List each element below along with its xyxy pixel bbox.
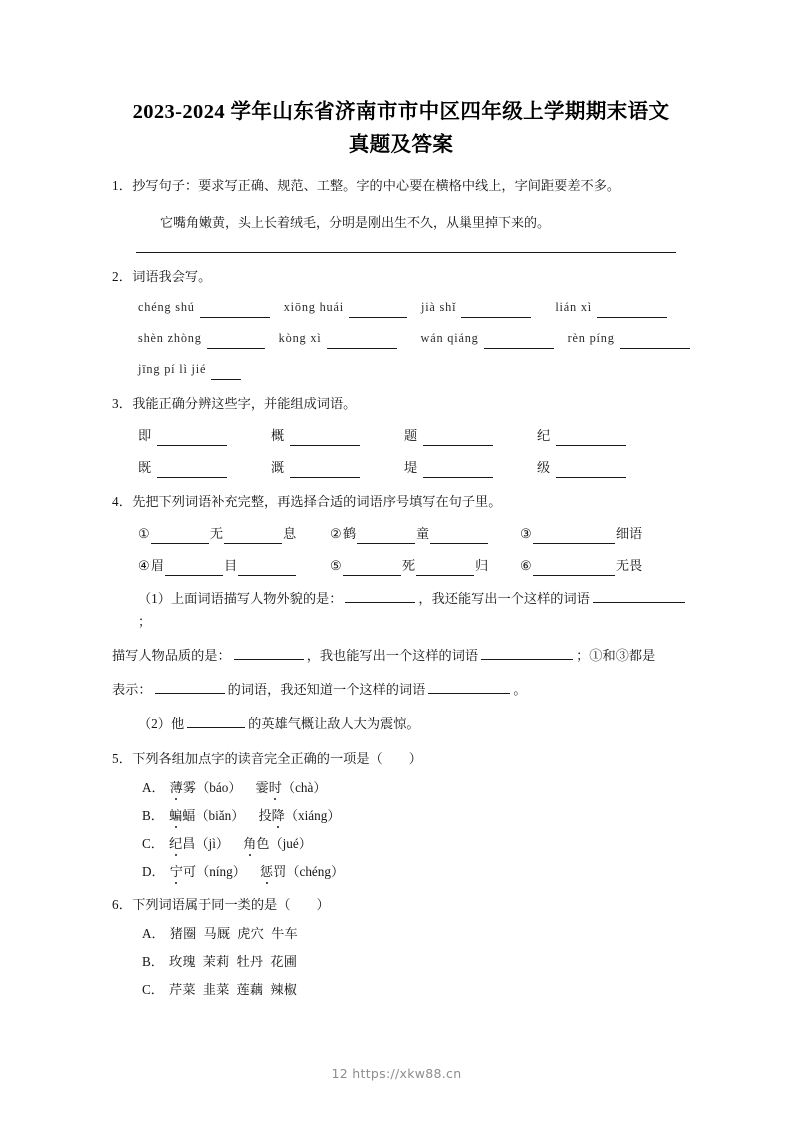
idiom-tail: 无畏 — [615, 558, 643, 573]
pinyin-item — [138, 360, 241, 380]
option-pinyin-2: （chéng） — [286, 864, 345, 879]
answer-blank[interactable] — [187, 714, 245, 728]
option-words — [169, 982, 304, 997]
dotted-char: 薄 — [169, 780, 183, 795]
pinyin-text: kòng xì — [278, 331, 322, 345]
answer-blank[interactable] — [533, 562, 615, 576]
question-6-option-b[interactable] — [112, 952, 690, 971]
idiom-index: ② — [330, 526, 342, 541]
answer-blank[interactable] — [211, 366, 241, 380]
question-5-number: 5． — [112, 751, 133, 766]
question-6-option-a[interactable] — [112, 924, 690, 943]
char-label: 既 — [138, 460, 152, 475]
question-4-sub-2 — [112, 712, 690, 735]
question-4-stem — [112, 492, 690, 512]
question-5-option-a[interactable] — [112, 778, 690, 797]
question-1-sentence: 它嘴角嫩黄，头上长着绒毛，分明是刚出生不久，从巢里掉下来的。 — [160, 215, 551, 230]
question-2 — [112, 267, 690, 380]
question-1-number: 1． — [112, 178, 133, 193]
option-label: C． — [142, 982, 164, 997]
question-4-number: 4． — [112, 494, 133, 509]
char-label: 级 — [537, 460, 551, 475]
option-pinyin: （jì） — [195, 836, 230, 851]
question-2-number: 2． — [112, 269, 133, 284]
idiom-mid: 目 — [224, 558, 238, 573]
question-5-text: 下列各组加点字的读音完全正确的一项是（ — [132, 751, 383, 766]
char-label: 溉 — [271, 460, 285, 475]
word: 莲藕 — [236, 982, 264, 997]
sub1-text-a: （1）上面词语描写人物外貌的是： — [138, 591, 343, 606]
answer-blank[interactable] — [416, 562, 474, 576]
char-row-2 — [112, 458, 690, 478]
answer-blank[interactable] — [200, 304, 270, 318]
sub1-text-g: 表示： — [112, 682, 152, 697]
answer-blank[interactable] — [151, 530, 209, 544]
sub2-text-b: 的英雄气概让敌人大为震惊。 — [248, 716, 420, 731]
answer-blank[interactable] — [430, 530, 488, 544]
question-3-stem — [112, 394, 690, 414]
idiom-row-2 — [112, 556, 690, 576]
answer-blank[interactable] — [238, 562, 296, 576]
option-pinyin-2: （jué） — [269, 836, 312, 851]
option-label: B． — [142, 808, 164, 823]
char-label: 即 — [138, 428, 152, 443]
answer-blank[interactable] — [423, 432, 493, 446]
question-4-sub-1-line-2 — [112, 644, 690, 667]
option-pinyin: （biǎn） — [195, 808, 245, 823]
question-5-option-c[interactable] — [112, 834, 690, 853]
answer-blank[interactable] — [207, 335, 265, 349]
question-3 — [112, 394, 690, 478]
pinyin-item — [421, 298, 531, 318]
pinyin-text: jià shǐ — [420, 300, 457, 314]
pinyin-text: rèn píng — [567, 331, 615, 345]
char-row-1 — [112, 426, 690, 446]
writing-line[interactable] — [136, 252, 676, 253]
dotted-char: 纪 — [168, 836, 183, 851]
answer-blank[interactable] — [593, 589, 685, 603]
answer-blank[interactable] — [533, 530, 615, 544]
question-2-text: 词语我会写。 — [132, 269, 212, 284]
dotted-char: 降 — [271, 808, 285, 823]
idiom-tail: 细语 — [615, 526, 643, 541]
question-1-text: 抄写句子：要求写正确、规范、工整。字的中心要在横格中线上，字间距要差不多。 — [132, 178, 621, 193]
answer-blank[interactable] — [343, 562, 401, 576]
answer-blank[interactable] — [423, 464, 493, 478]
idiom-item — [138, 524, 330, 544]
word: 马厩 — [203, 926, 231, 941]
word: 猪圈 — [169, 926, 197, 941]
answer-blank[interactable] — [461, 304, 531, 318]
question-6 — [112, 895, 690, 999]
pinyin-item — [138, 298, 270, 318]
word: 虎穴 — [237, 926, 265, 941]
idiom-item — [138, 556, 330, 576]
char-item — [404, 458, 537, 478]
option-words — [170, 926, 305, 941]
idiom-index: ③ — [520, 526, 532, 541]
char-item — [537, 426, 670, 446]
pinyin-row-1 — [112, 298, 690, 318]
pinyin-item — [421, 329, 554, 349]
answer-blank[interactable] — [157, 464, 227, 478]
dotted-char: 惩 — [259, 864, 274, 879]
idiom-item — [330, 556, 520, 576]
char-item — [404, 426, 537, 446]
pinyin-text: xiōng huái — [283, 300, 344, 314]
sub2-text-a: （2）他 — [138, 716, 185, 731]
idiom-mid: 死 — [401, 558, 416, 573]
question-1 — [112, 176, 690, 253]
question-4-text: 先把下列词语补充完整，再选择合适的词语序号填写在句子里。 — [132, 494, 502, 509]
pinyin-text: chéng shú — [138, 300, 195, 314]
answer-blank[interactable] — [556, 464, 626, 478]
char-label: 概 — [271, 428, 285, 443]
question-3-number: 3． — [112, 396, 133, 411]
page-footer: 12 https://xkw88.cn — [331, 1066, 462, 1081]
idiom-index: ⑥ — [520, 558, 532, 573]
idiom-item — [520, 524, 642, 544]
option-pinyin: （báo） — [196, 780, 242, 795]
idiom-index: ① — [138, 526, 150, 541]
page-content — [112, 96, 690, 999]
answer-blank[interactable] — [155, 680, 225, 694]
pinyin-row-2 — [112, 329, 690, 349]
answer-blank[interactable] — [597, 304, 667, 318]
pinyin-text: lián xì — [555, 300, 592, 314]
answer-blank[interactable] — [224, 530, 282, 544]
answer-blank[interactable] — [484, 335, 554, 349]
option-word-rest: 雾 — [182, 780, 197, 795]
question-5 — [112, 749, 690, 881]
pinyin-item — [279, 329, 397, 349]
answer-blank[interactable] — [620, 335, 690, 349]
sub1-text-d: 描写人物品质的是： — [112, 648, 231, 663]
char-item — [138, 426, 271, 446]
option-label: D． — [142, 864, 165, 879]
sub1-text-i: 。 — [513, 682, 527, 697]
option-label: B． — [142, 954, 164, 969]
question-3-text: 我能正确分辨这些字，并能组成词语。 — [132, 396, 357, 411]
char-label: 堤 — [404, 460, 418, 475]
char-item — [271, 426, 404, 446]
idiom-item — [330, 524, 520, 544]
idiom-item — [520, 556, 642, 576]
question-4-sub-1-line-1 — [112, 587, 690, 633]
char-item — [138, 458, 271, 478]
pinyin-item — [284, 298, 407, 318]
option-word-rest: 可 — [182, 864, 197, 879]
char-label: 纪 — [537, 428, 551, 443]
dotted-char: 角 — [243, 836, 257, 851]
sub1-text-f: ；①和③都是 — [576, 648, 656, 663]
option-label: C． — [142, 836, 164, 851]
answer-blank[interactable] — [556, 432, 626, 446]
question-4 — [112, 492, 690, 735]
option-word-2-post: 罚 — [273, 864, 287, 879]
pinyin-item — [555, 298, 667, 318]
idiom-mid: 无 — [209, 526, 224, 541]
title-line-1: 2023-2024 学年山东省济南市市中区四年级上学期期末语文 — [132, 101, 670, 123]
answer-blank[interactable] — [234, 646, 304, 660]
sub1-text-b: ，我还能写出一个这样的词语 — [418, 591, 590, 606]
page-title — [112, 96, 690, 162]
char-item — [271, 458, 404, 478]
dotted-char: 宁 — [169, 864, 183, 879]
idiom-mid: 童 — [416, 526, 430, 541]
dotted-char: 时 — [268, 780, 282, 795]
question-6-number: 6． — [112, 897, 133, 912]
pinyin-text: shèn zhòng — [138, 331, 202, 345]
option-word-rest: 昌 — [182, 836, 196, 851]
answer-blank[interactable] — [357, 530, 415, 544]
option-label: A． — [142, 780, 165, 795]
idiom-row-1 — [112, 524, 690, 544]
word: 茉莉 — [202, 954, 230, 969]
question-2-stem — [112, 267, 690, 287]
word: 芹菜 — [168, 982, 196, 997]
question-5-paren-close: ） — [408, 751, 422, 766]
idiom-lead: 鹤 — [342, 526, 357, 541]
pinyin-row-3 — [112, 360, 690, 380]
question-1-stem — [112, 176, 690, 196]
sub1-text-c: ； — [138, 614, 152, 629]
pinyin-text: jīng pí lì jié — [138, 362, 207, 376]
word: 牛车 — [271, 926, 298, 941]
idiom-index: ⑤ — [330, 558, 342, 573]
question-6-option-c[interactable] — [112, 980, 690, 999]
title-line-2: 真题及答案 — [348, 134, 454, 156]
pinyin-item — [138, 329, 265, 349]
question-4-sub-1-line-3 — [112, 678, 690, 701]
word: 玫瑰 — [168, 954, 196, 969]
answer-blank[interactable] — [290, 464, 360, 478]
option-words — [169, 954, 304, 969]
option-word-rest: 蝠 — [182, 808, 196, 823]
question-5-option-b[interactable] — [112, 806, 690, 825]
idiom-tail: 息 — [283, 526, 297, 541]
option-label: A． — [142, 926, 165, 941]
answer-blank[interactable] — [290, 432, 360, 446]
char-label: 题 — [404, 428, 418, 443]
word: 辣椒 — [270, 982, 298, 997]
question-6-stem — [112, 895, 690, 915]
idiom-index: ④ — [138, 558, 150, 573]
option-word-2-post: 色 — [256, 836, 270, 851]
option-word-2-pre: 霎 — [255, 780, 269, 795]
idiom-lead: 眉 — [150, 558, 165, 573]
dotted-char: 蝙 — [168, 808, 183, 823]
sub1-text-e: ，我也能写出一个这样的词语 — [306, 648, 479, 663]
answer-blank[interactable] — [349, 304, 407, 318]
answer-blank[interactable] — [327, 335, 397, 349]
option-pinyin-2: （chà） — [281, 780, 327, 795]
option-pinyin-2: （xiáng） — [284, 808, 341, 823]
word: 韭菜 — [202, 982, 230, 997]
question-5-stem — [112, 749, 690, 769]
idiom-tail: 归 — [475, 558, 489, 573]
answer-blank[interactable] — [481, 646, 573, 660]
question-5-option-d[interactable] — [112, 862, 690, 881]
question-6-text: 下列词语属于同一类的是（ — [132, 897, 291, 912]
question-6-paren-close: ） — [316, 897, 330, 912]
char-item — [537, 458, 670, 478]
answer-blank[interactable] — [345, 589, 415, 603]
option-word-2-pre: 投 — [258, 808, 272, 823]
answer-blank[interactable] — [165, 562, 223, 576]
pinyin-text: wán qiáng — [420, 331, 479, 345]
word: 花圃 — [270, 954, 298, 969]
option-pinyin: （níng） — [196, 864, 246, 879]
pinyin-item — [568, 329, 690, 349]
sub1-text-h: 的词语，我还知道一个这样的词语 — [227, 682, 426, 697]
answer-blank[interactable] — [428, 680, 510, 694]
word: 牡丹 — [236, 954, 264, 969]
answer-blank[interactable] — [157, 432, 227, 446]
